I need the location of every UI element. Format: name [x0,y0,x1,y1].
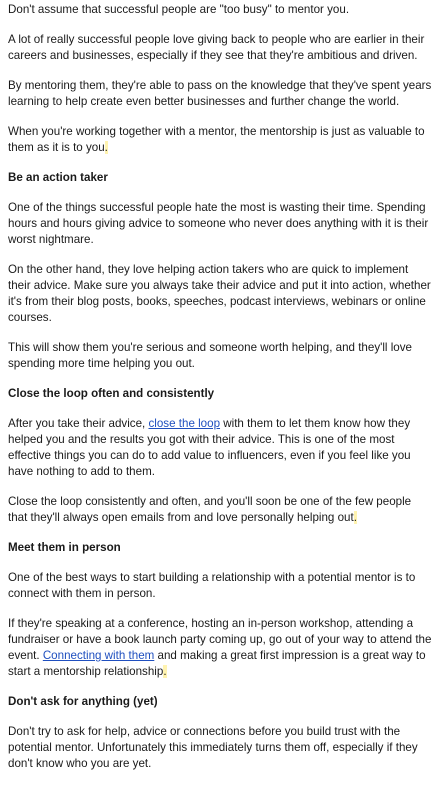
connecting-with-them-link[interactable]: Connecting with them [42,649,155,662]
paragraph-giving-back: A lot of really successful people love giving back to people who are earlier in their careers and businesses, especially if they see that they're ambitious and driven. [8,33,425,62]
paragraph-after-advice-start: After you take their advice, [8,417,149,430]
paragraph-action-takers: On the other hand, they love helping action takers who are quick to implement their advice. Make sure you always take their advice and put it into action, whether it's from their blog posts, books, speeches, podcast interviews, webinars or online courses. [8,263,431,324]
paragraph-build-trust: Don't try to ask for help, advice or connections before you build trust with the potential mentor. Unfortunately this immediately turns them off, especially if they don't know who you are yet. [8,725,418,770]
paragraph-close-consistently [8,494,432,526]
paragraph-mentorship-value [8,124,432,156]
highlight-mark: . [353,511,357,524]
heading-action-taker: Be an action taker [8,171,108,184]
paragraph-attend-event-start: If they're speaking at a conference, hosting an in-person workshop, attending a fundraiser or have a book launch party coming up, go out of your way to attend the event. [8,617,432,662]
article-body [8,2,432,786]
heading-dont-ask: Don't ask for anything (yet) [8,695,158,708]
close-the-loop-link[interactable]: close the loop [148,417,221,430]
paragraph-connect-in-person: One of the best ways to start building a relationship with a potential mentor is to connect with them in person. [8,571,416,600]
paragraph-too-busy: Don't assume that successful people are "too busy" to mentor you. [8,3,350,16]
paragraph-show-serious: This will show them you're serious and someone worth helping, and they'll love spending more time helping you out. [8,341,412,370]
paragraph-after-advice-rest: with them to let them know how they helped you and the results you got with their advice. This is one of the most effective things you can do to add value to influencers, even if you feel like you have nothing to add to them. [8,417,411,478]
paragraph-after-advice [8,416,432,480]
paragraph-attend-event-rest: and making a great first impression is a great way to start a mentorship relationship [8,649,426,678]
paragraph-attend-event [8,616,432,680]
paragraph-wasting-time: One of the things successful people hate the most is wasting their time. Spending hours and hours giving advice to someone who never does anything with it is their worst nightmare. [8,201,429,246]
heading-close-loop: Close the loop often and consistently [8,387,215,400]
paragraph-pass-knowledge: By mentoring them, they're able to pass on the knowledge that they've spent years learning to help create even better businesses and further change the world. [8,79,432,108]
highlight-mark: . [104,141,108,154]
highlight-mark: . [163,665,167,678]
heading-meet-in-person: Meet them in person [8,541,121,554]
paragraph-close-consistently-text: Close the loop consistently and often, and you'll soon be one of the few people that they'll always open emails from and love personally helping out [8,495,412,524]
paragraph-mentorship-value-text: When you're working together with a mentor, the mentorship is just as valuable to them as it is to you [8,125,425,154]
